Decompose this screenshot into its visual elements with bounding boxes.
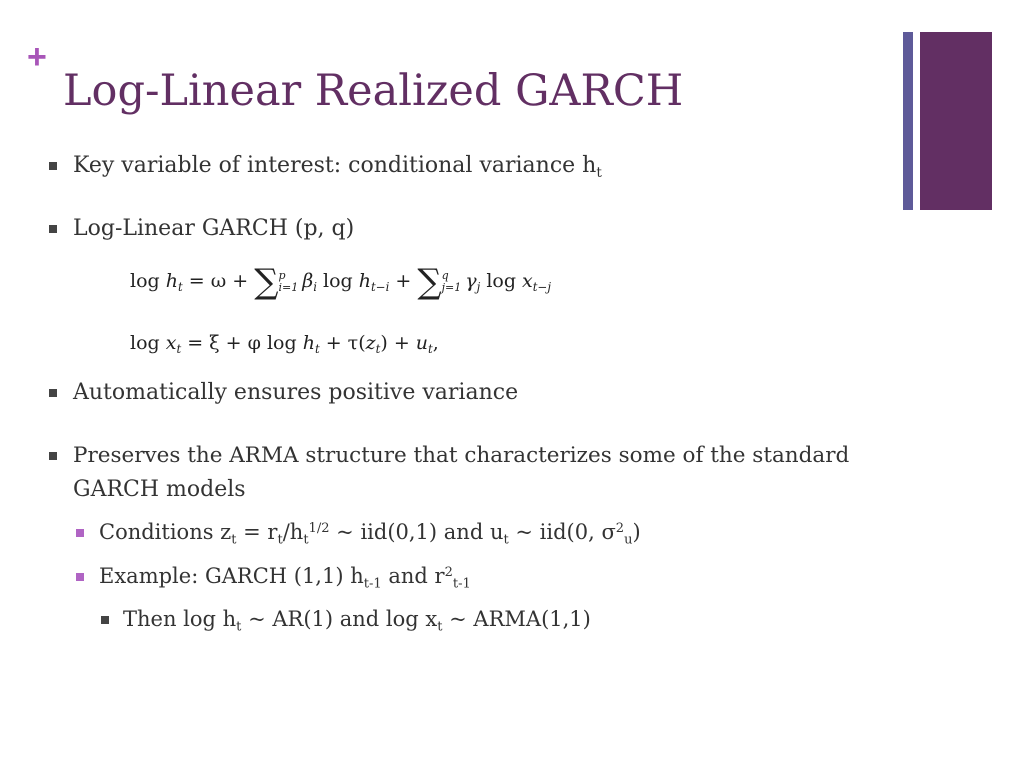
- subscript: t: [277, 532, 283, 548]
- eq-text: log: [130, 269, 166, 292]
- subscript: t: [236, 619, 242, 635]
- subbullet-example: [99, 562, 471, 590]
- subscript: t: [437, 619, 443, 635]
- bullet-marker: [49, 225, 57, 233]
- text: ~ iid(0,1) and u: [329, 520, 504, 544]
- eq-sub: j: [476, 280, 481, 294]
- sum-symbol: ∑: [254, 262, 279, 302]
- bullet-text: Key variable of interest: conditional variance h: [73, 153, 597, 178]
- eq-var: β: [302, 269, 314, 292]
- sum-upper: p: [278, 268, 286, 282]
- sigma-symbol: σ: [601, 520, 616, 544]
- bullet-arma-structure: [73, 441, 849, 505]
- superscript: 2: [615, 520, 625, 536]
- eq-sub: t: [428, 342, 433, 357]
- text: /h: [282, 520, 304, 544]
- eq-text: +: [389, 269, 418, 292]
- eq-var: h: [302, 332, 315, 354]
- sum-symbol: ∑: [417, 262, 442, 302]
- eq-text: ) +: [380, 332, 416, 354]
- sum-lower: i=1: [278, 280, 299, 294]
- sum-lower: j=1: [441, 280, 462, 294]
- text: Conditions z: [99, 520, 232, 544]
- eq-text: = ω +: [182, 269, 255, 292]
- subscript: t: [303, 532, 309, 548]
- plus-mark: +: [27, 38, 47, 76]
- eq-var: γ: [465, 269, 477, 292]
- bullet-key-variable: [73, 151, 602, 181]
- superscript: 1/2: [308, 520, 330, 536]
- eq-var: x: [165, 332, 177, 354]
- bullet-marker: [76, 573, 84, 581]
- text: ): [632, 520, 641, 544]
- sum-limits: [442, 270, 462, 294]
- bullet-marker: [49, 389, 57, 397]
- superscript: 2: [444, 564, 453, 580]
- bullet-positive-variance: [73, 378, 518, 408]
- decorative-bar-thick: [920, 32, 992, 210]
- eq-sub: t−i: [370, 280, 390, 294]
- bullet-marker: [49, 452, 57, 460]
- bullet-log-linear-garch: [73, 214, 354, 244]
- decorative-bar-thin: [903, 32, 913, 210]
- subscript: u: [624, 532, 633, 548]
- subscript: t: [231, 532, 237, 548]
- eq-sub: t: [177, 280, 183, 294]
- eq-var: h: [165, 269, 178, 292]
- eq-text: log: [130, 332, 166, 354]
- subscript: t: [503, 532, 509, 548]
- subscript: t-1: [363, 576, 382, 592]
- bullet-text-line2: GARCH models: [73, 477, 246, 502]
- eq-text: + τ(: [319, 332, 366, 354]
- subscript: t: [596, 164, 602, 181]
- eq-var: h: [358, 269, 371, 292]
- bullet-marker: [49, 162, 57, 170]
- eq-text: = ξ + φ log: [181, 332, 303, 354]
- bullet-text-line1: Preserves the ARMA structure that characterizes some of the standard: [73, 443, 850, 468]
- eq-text: log: [316, 269, 359, 292]
- eq-text: log: [480, 269, 523, 292]
- equation-log-x: [130, 332, 439, 357]
- subbullet-conditions: [99, 518, 641, 546]
- eq-sub: t: [176, 342, 182, 357]
- bullet-text: Automatically ensures positive variance: [73, 380, 519, 405]
- text: ~ ARMA(1,1): [442, 607, 591, 631]
- bullet-marker: [101, 616, 109, 624]
- eq-text: ,: [432, 332, 439, 354]
- eq-sub: t: [314, 342, 320, 357]
- subsubbullet-then: [123, 605, 591, 633]
- text: = r: [236, 520, 278, 544]
- eq-sub: t−j: [532, 280, 552, 294]
- slide-title: Log-Linear Realized GARCH: [63, 66, 684, 116]
- bullet-text: Log-Linear GARCH (p, q): [73, 216, 355, 241]
- bullet-marker: [76, 529, 84, 537]
- eq-sub: i: [313, 280, 317, 294]
- equation-log-h: [130, 262, 551, 302]
- subscript: t-1: [452, 576, 471, 592]
- sum-upper: q: [441, 268, 449, 282]
- eq-var: x: [522, 269, 533, 292]
- sum-limits: [278, 270, 298, 294]
- text: ~ AR(1) and log x: [241, 607, 438, 631]
- eq-sub: t: [375, 342, 381, 357]
- eq-var: z: [365, 332, 376, 354]
- text: Then log h: [123, 607, 237, 631]
- text: Example: GARCH (1,1) h: [99, 564, 364, 588]
- text: ~ iid(0,: [508, 520, 602, 544]
- text: and r: [381, 564, 445, 588]
- eq-var: u: [415, 332, 429, 354]
